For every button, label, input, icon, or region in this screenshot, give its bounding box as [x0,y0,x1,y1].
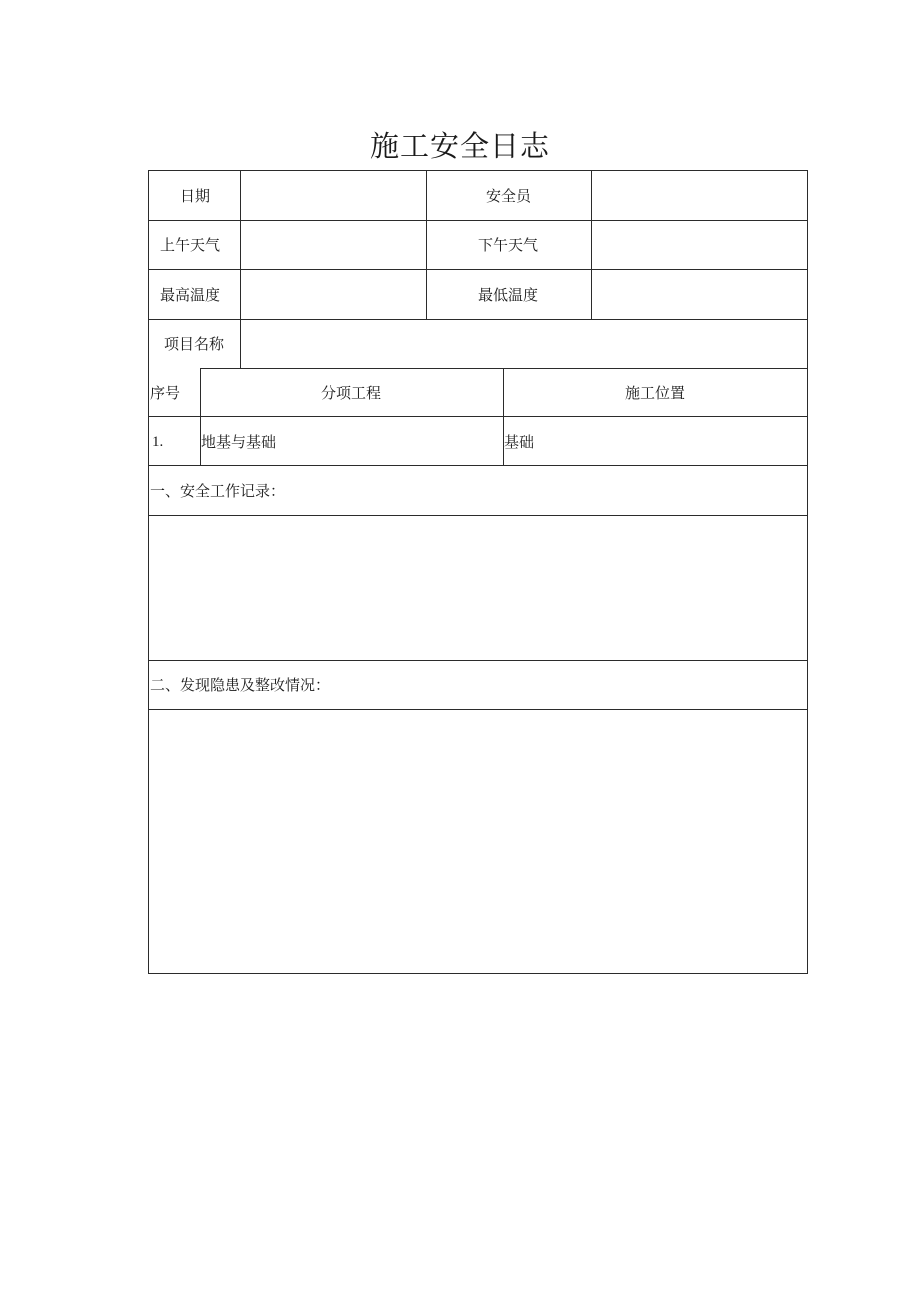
date-value[interactable] [241,171,426,220]
safety-officer-value[interactable] [592,171,807,220]
temp-low-value[interactable] [592,270,807,319]
table-cell-location: 基础 [504,433,535,451]
row-divider [149,416,807,417]
temp-low-label: 最低温度 [478,286,539,304]
safety-log-form: 日期 安全员 上午天气 下午天气 最高温度 最低温度 项目名称 序号 分项工程 施工位置 1. 地基与基础 基础 一、安全工作记录： 二、发现隐患及整改情况： [148,170,808,974]
col-divider [426,171,427,319]
page-title: 施工安全日志 [369,129,550,163]
table-header-index: 序号 [150,384,181,402]
weather-pm-label: 下午天气 [478,236,539,254]
row-divider [149,465,807,466]
weather-am-value[interactable] [241,221,426,269]
hazards-title: 二、发现隐患及整改情况： [150,676,331,694]
row-divider [149,660,807,661]
safety-record-title: 一、安全工作记录： [150,482,286,500]
date-label: 日期 [180,187,211,205]
weather-pm-value[interactable] [592,221,807,269]
table-cell-item: 地基与基础 [201,433,277,451]
weather-am-label: 上午天气 [160,236,221,254]
table-header-location: 施工位置 [625,384,686,402]
hazards-content[interactable] [150,710,807,973]
safety-record-content[interactable] [150,516,807,660]
temp-high-label: 最高温度 [160,286,221,304]
table-header-item: 分项工程 [321,384,382,402]
temp-high-value[interactable] [241,270,426,319]
project-name-label: 项目名称 [164,335,225,353]
table-cell-index: 1. [152,434,164,450]
project-name-value[interactable] [241,320,807,368]
